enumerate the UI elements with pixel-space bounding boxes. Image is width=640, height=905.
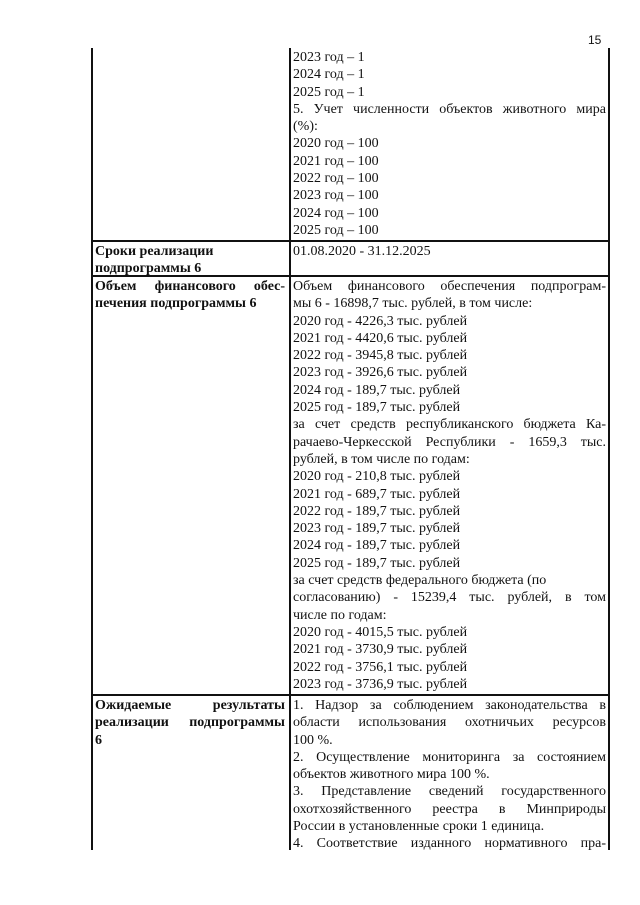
value-line: России в установленные сроки 1 единица. — [293, 819, 545, 835]
value-line: 2023 год - 3926,6 тыс. рублей — [293, 365, 468, 381]
value-line: 2024 год – 100 — [293, 205, 379, 221]
value-line: за счет средств республиканского бюджета Ка- — [293, 417, 606, 433]
row-funding-label — [95, 278, 285, 313]
value-line: 4. Соответствие изданного нормативного пра- — [293, 836, 606, 852]
value-line: 2025 год - 189,7 тыс. рублей — [293, 400, 461, 416]
value-line: 2021 год - 3730,9 тыс. рублей — [293, 642, 468, 658]
row-funding-value — [293, 278, 606, 693]
value-line: 2022 год – 100 — [293, 171, 379, 187]
value-line: 2022 год - 3945,8 тыс. рублей — [293, 348, 468, 364]
value-line: 2023 год – 100 — [293, 188, 379, 204]
row-indicators-value — [293, 49, 606, 239]
value-line: 2020 год - 4015,5 тыс. рублей — [293, 624, 468, 640]
value-line: мы 6 - 16898,7 тыс. рублей, в том числе: — [293, 296, 533, 312]
table-left-border — [91, 48, 93, 850]
value-line: 2025 год – 100 — [293, 222, 379, 238]
value-line: 2021 год - 4420,6 тыс. рублей — [293, 330, 468, 346]
label-line: подпрограммы 6 — [95, 261, 202, 277]
row-divider — [91, 240, 610, 242]
value-line: 2023 год - 3736,9 тыс. рублей — [293, 676, 468, 692]
value-line: 2023 год – 1 — [293, 50, 365, 65]
value-line: области использования охотничьих ресурсов — [293, 715, 606, 731]
label-line: реализации подпрограммы — [95, 715, 285, 731]
label-line: Объем финансового обес- — [95, 279, 285, 294]
value-line: 100 %. — [293, 732, 333, 748]
row-divider — [91, 694, 610, 696]
value-line: 2024 год - 189,7 тыс. рублей — [293, 382, 461, 398]
value-line: 2. Осуществление мониторинга за состоянием — [293, 749, 606, 765]
row-results-value — [293, 697, 606, 853]
value-line: 1. Надзор за соблюдением законодательства в — [293, 698, 606, 713]
value-line: Объем финансового обеспечения подпрограм- — [293, 279, 606, 294]
value-line: рачаево-Черкесской Республики - 1659,3 тыс. — [293, 434, 606, 450]
row-period-value — [293, 243, 606, 260]
value-line: 2025 год – 1 — [293, 84, 365, 100]
value-line: 2024 год - 189,7 тыс. рублей — [293, 538, 461, 554]
label-line: 6 — [95, 732, 102, 748]
value-line: рублей, в том числе по годам: — [293, 451, 470, 467]
value-line: согласованию) - 15239,4 тыс. рублей, в том — [293, 590, 606, 606]
page-number: 15 — [588, 33, 602, 47]
row-period-label — [95, 243, 285, 278]
value-line: 2022 год - 189,7 тыс. рублей — [293, 503, 461, 519]
value-line: (%): — [293, 119, 318, 135]
label-line: печения подпрограммы 6 — [95, 296, 257, 312]
label-line: Ожидаемые результаты — [95, 698, 285, 713]
value-line: 2022 год - 3756,1 тыс. рублей — [293, 659, 468, 675]
value-line: 2021 год - 689,7 тыс. рублей — [293, 486, 461, 502]
column-divider — [289, 48, 291, 850]
value-line: 01.08.2020 - 31.12.2025 — [293, 244, 431, 259]
value-line: 2023 год - 189,7 тыс. рублей — [293, 521, 461, 537]
value-line: 3. Представление сведений государственного — [293, 784, 606, 800]
value-line: 2025 год - 189,7 тыс. рублей — [293, 555, 461, 571]
row-results-label — [95, 697, 285, 749]
value-line: объектов животного мира 100 %. — [293, 767, 490, 783]
value-line: числе по годам: — [293, 607, 387, 623]
value-line: 2020 год - 4226,3 тыс. рублей — [293, 313, 468, 329]
value-line: охотхозяйственного реестра в Минприроды — [293, 801, 606, 817]
value-line: 5. Учет численности объектов животного мира — [293, 101, 606, 117]
table-right-border — [608, 48, 610, 850]
value-line: 2020 год - 210,8 тыс. рублей — [293, 469, 461, 485]
label-line: Сроки реализации — [95, 244, 214, 259]
value-line: за счет средств федерального бюджета (по — [293, 573, 547, 589]
value-line: 2021 год – 100 — [293, 153, 379, 169]
value-line: 2020 год – 100 — [293, 136, 379, 152]
value-line: 2024 год – 1 — [293, 67, 365, 83]
